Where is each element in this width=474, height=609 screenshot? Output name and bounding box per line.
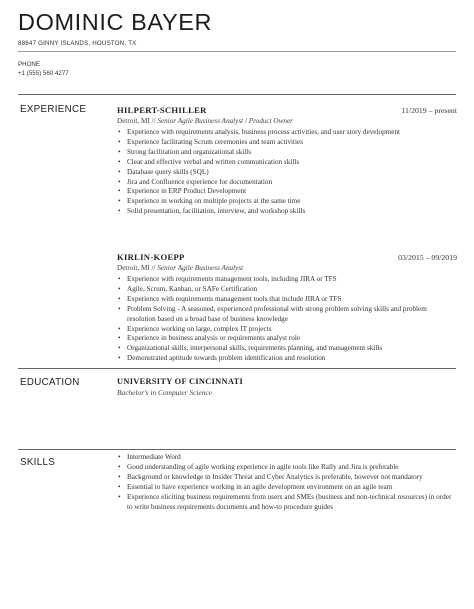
list-item: • Problem Solving - A seasoned, experienced professional with strong problem solving skills and problem resolution based on a broad base of business knowledge: [127, 305, 457, 325]
education-divider: [18, 368, 456, 369]
job-location: Detroit, MI //: [117, 264, 156, 272]
list-item: • Good understanding of agile working experience in agile tools like Rally and Jira is preferable: [127, 463, 457, 473]
phone-number: +1 (555) 560 4277: [18, 70, 69, 77]
job-company: KIRLIN-KOEPP: [117, 252, 185, 262]
job-role: Senior Agile Business Analyst: [157, 264, 244, 272]
candidate-address: 88647 GINNY ISLANDS, HOUSTON, TX: [18, 40, 137, 47]
list-item: • Experience working on large, complex IT projects: [127, 325, 457, 335]
job-dates: 03/2015 – 09/2019: [398, 253, 457, 262]
list-item: • Experience in ERP Product Development: [127, 187, 457, 197]
list-item: • Strong facilitation and organizational skills: [127, 148, 457, 158]
school-name: UNIVERSITY OF CINCINNATI: [117, 377, 244, 386]
job-location-role: [117, 117, 457, 125]
list-item: • Clear and effective verbal and written communication skills: [127, 158, 457, 168]
education-section-title: EDUCATION: [20, 377, 80, 388]
skills-section-title: SKILLS: [20, 457, 56, 468]
list-item: • Experience with requirements management tools, including JIRA or TFS: [127, 275, 457, 285]
experience-divider: [18, 94, 456, 95]
list-item: • Experience in business analysis or requirements analyst role: [127, 334, 457, 344]
list-item: • Demonstrated aptitude towards problem identification and resolution: [127, 354, 457, 364]
job-entry: [117, 252, 457, 364]
list-item: • Organizational skills, interpersonal skills, requirements planning, and management skills: [127, 344, 457, 354]
degree-name: Bachelor's in Computer Science: [117, 388, 212, 397]
candidate-name: DOMINIC BAYER: [18, 9, 213, 35]
skills-list: [117, 453, 457, 512]
list-item: • Solid presentation, facilitation, interview, and workshop skills: [127, 207, 457, 217]
skills-entry: [117, 453, 457, 512]
resume-header: [18, 8, 458, 47]
experience-section-title: EXPERIENCE: [20, 104, 87, 115]
list-item: • Database query skills (SQL): [127, 168, 457, 178]
job-location-role: [117, 264, 457, 272]
job-bullet-list: [117, 275, 457, 364]
list-item: • Experience eliciting business requirements from users and SMEs (business and non-technical resources) in order to write business requirements documents and how-to procedure guides: [127, 493, 457, 513]
job-bullet-list: [117, 128, 457, 217]
job-entry: [117, 105, 457, 217]
skills-divider: [18, 449, 456, 450]
job-company: HILPERT-SCHILLER: [117, 105, 207, 115]
list-item: • Experience in working on multiple projects at the same time: [127, 197, 457, 207]
list-item: • Jira and Confluence experience for documentation: [127, 178, 457, 188]
job-dates: 11/2019 – present: [401, 106, 457, 115]
list-item: • Background or knowledge in Insider Threat and Cyber Analytics is preferable, however not mandatory: [127, 473, 457, 483]
job-location: Detroit, MI //: [117, 117, 156, 125]
job-role: Senior Agile Business Analyst / Product Owner: [157, 117, 293, 125]
list-item: • Experience with requirements analysis, business process activities, and user story development: [127, 128, 457, 138]
list-item: • Intermediate Word: [127, 453, 457, 463]
list-item: • Essential to have experience working in an agile development environment on an agile team: [127, 483, 457, 493]
list-item: • Experience with requirements management tools that include JIRA or TFS: [127, 295, 457, 305]
contact-block: [18, 60, 69, 78]
list-item: • Experience facilitating Scrum ceremonies and team activities: [127, 138, 457, 148]
list-item: • Agile, Scrum, Kanban, or SAFe Certification: [127, 285, 457, 295]
header-divider: [18, 51, 456, 52]
phone-label: PHONE: [18, 61, 41, 68]
education-entry: [117, 377, 457, 397]
